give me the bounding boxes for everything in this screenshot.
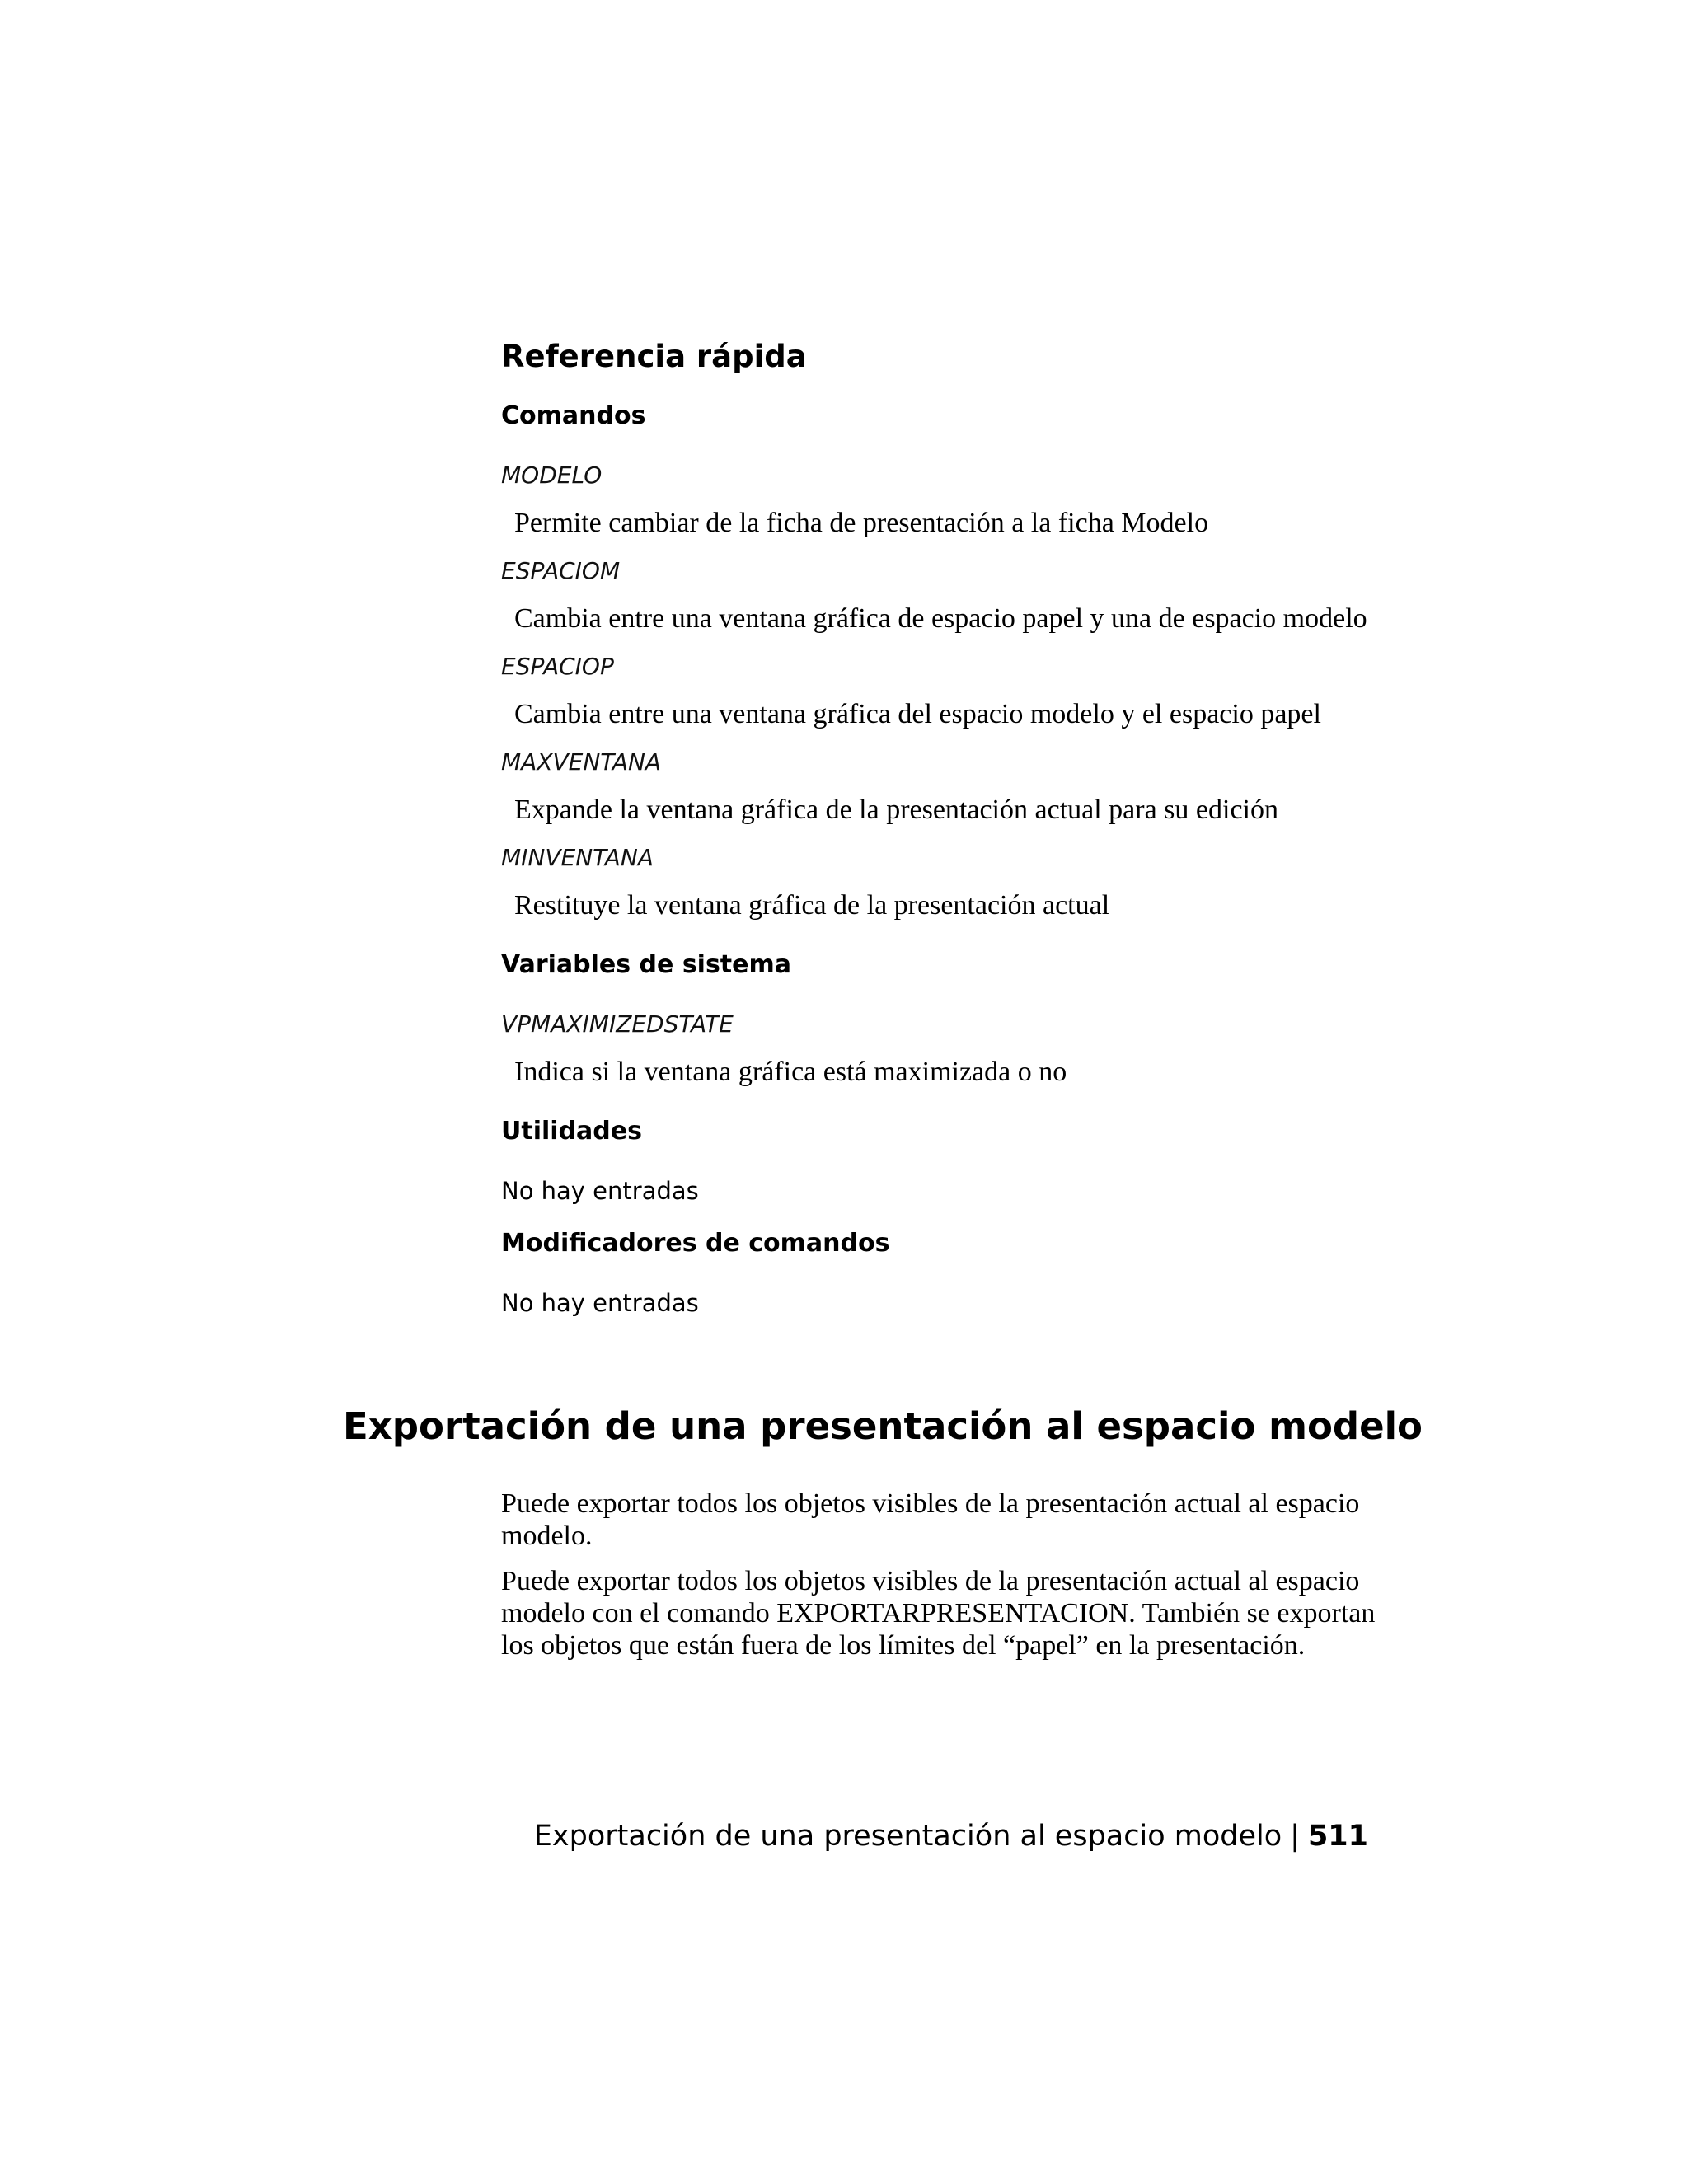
command-modifiers-text: No hay entradas xyxy=(501,1289,699,1317)
command-term: ESPACIOM xyxy=(501,557,621,584)
command-term: MINVENTANA xyxy=(501,844,654,871)
spacer xyxy=(501,1104,1391,1115)
command-term: MAXVENTANA xyxy=(501,748,662,776)
command-description: Permite cambiar de la ficha de presentación a la ficha Modelo xyxy=(514,508,1209,538)
commands-heading: Comandos xyxy=(501,401,646,430)
command-description: Cambia entre una ventana gráfica de espacio papel y una de espacio modelo xyxy=(514,603,1367,634)
section-body xyxy=(501,1488,1391,1675)
command-term: ESPACIOP xyxy=(501,653,614,680)
quick-reference-title: Referencia rápida xyxy=(501,339,807,374)
command-description: Expande la ventana gráfica de la presentación actual para su edición xyxy=(514,794,1278,825)
paragraph: Puede exportar todos los objetos visibles de la presentación actual al espacio modelo. xyxy=(501,1488,1360,1551)
system-variables-heading: Variables de sistema xyxy=(501,950,792,979)
command-description: Cambia entre una ventana gráfica del espacio modelo y el espacio papel xyxy=(514,699,1321,729)
command-description: Restituye la ventana gráfica de la presentación actual xyxy=(514,890,1110,921)
page-footer xyxy=(534,1816,1368,1856)
footer-separator: | xyxy=(1290,1820,1300,1853)
utilities-text: No hay entradas xyxy=(501,1177,699,1205)
commands-list xyxy=(501,459,1391,922)
page-number: 511 xyxy=(1307,1820,1368,1853)
system-variable-description: Indica si la ventana gráfica está maximizada o no xyxy=(514,1057,1067,1087)
command-modifiers-heading: Modificadores de comandos xyxy=(501,1229,890,1258)
system-variables-list xyxy=(501,1008,1391,1089)
quick-reference xyxy=(501,334,1391,1339)
paragraph: Puede exportar todos los objetos visibles de la presentación actual al espacio modelo con el comando EXPORTARPRESENTACION. También se exportan los objetos que están fuera de los límites del “papel” en la presentación. xyxy=(501,1566,1376,1661)
running-title: Exportación de una presentación al espacio modelo xyxy=(533,1820,1282,1853)
utilities-heading: Utilidades xyxy=(501,1117,642,1146)
command-term: MODELO xyxy=(501,462,603,489)
system-variable-term: VPMAXIMIZEDSTATE xyxy=(501,1010,734,1038)
section-title: Exportación de una presentación al espacio modelo xyxy=(343,1404,1423,1448)
spacer xyxy=(501,937,1391,949)
